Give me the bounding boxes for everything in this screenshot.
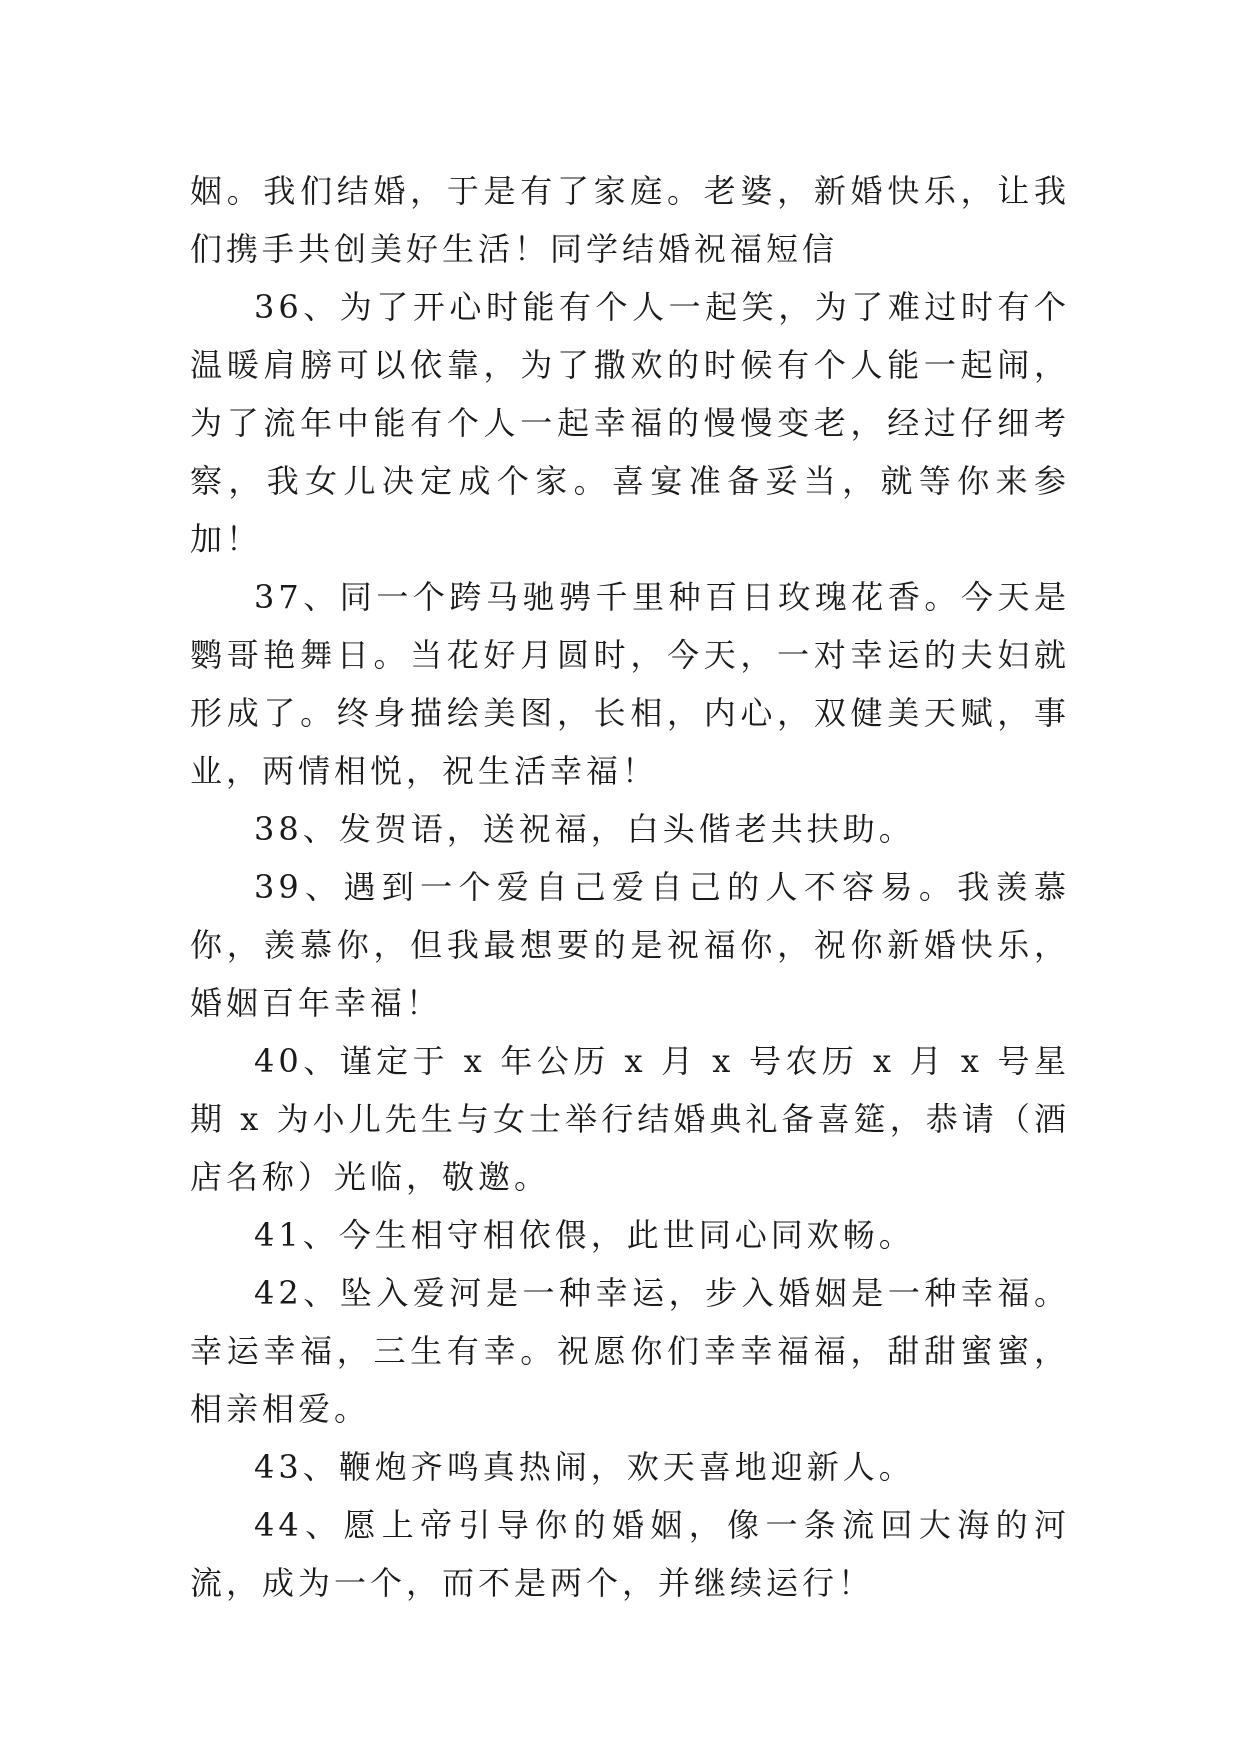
paragraph-item-44: 44、愿上帝引导你的婚姻，像一条流回大海的河流，成为一个，而不是两个，并继续运行！ — [190, 1506, 1070, 1602]
paragraph-item-36: 36、为了开心时能有个人一起笑，为了难过时有个温暖肩膀可以依靠，为了撒欢的时候有个人能一起闹，为了流年中能有个人一起幸福的慢慢变老，经过仔细考察，我女儿决定成个家。喜宴准备妥当，就等你来参加！ — [190, 288, 1070, 558]
document-body — [190, 162, 1070, 1612]
paragraph-item-38: 38、发贺语，送祝福，白头偕老共扶助。 — [254, 810, 915, 848]
paragraph-item-43: 43、鞭炮齐鸣真热闹，欢天喜地迎新人。 — [254, 1448, 915, 1486]
paragraph-continuation: 姻。我们结婚，于是有了家庭。老婆，新婚快乐，让我们携手共创美好生活！同学结婚祝福短信 — [190, 172, 1070, 268]
paragraph-item-39: 39、遇到一个爱自己爱自己的人不容易。我羡慕你，羡慕你，但我最想要的是祝福你，祝你新婚快乐，婚姻百年幸福！ — [190, 868, 1070, 1022]
paragraph-item-42: 42、坠入爱河是一种幸运，步入婚姻是一种幸福。幸运幸福，三生有幸。祝愿你们幸幸福福，甜甜蜜蜜，相亲相爱。 — [190, 1274, 1070, 1428]
paragraph-item-41: 41、今生相守相依偎，此世同心同欢畅。 — [254, 1216, 915, 1254]
paragraph-item-37: 37、同一个跨马驰骋千里种百日玫瑰花香。今天是鹦哥艳舞日。当花好月圆时，今天，一对幸运的夫妇就形成了。终身描绘美图，长相，内心，双健美天赋，事业，两情相悦，祝生活幸福！ — [190, 578, 1070, 790]
paragraph-item-40: 40、谨定于 x 年公历 x 月 x 号农历 x 月 x 号星期 x 为小儿先生与女士举行结婚典礼备喜筵，恭请（酒店名称）光临，敬邀。 — [190, 1042, 1070, 1196]
